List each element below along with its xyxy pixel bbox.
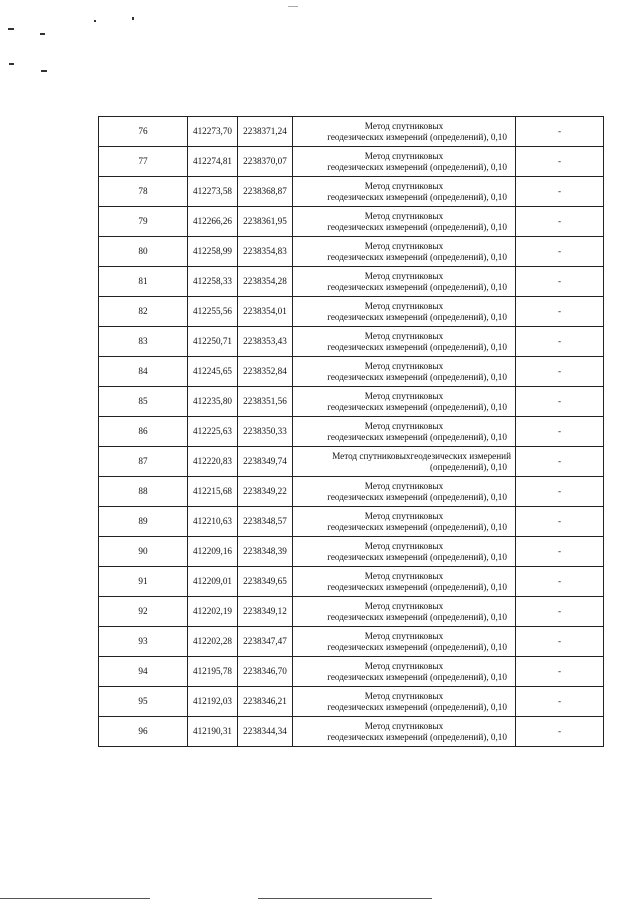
method-line-1: Метод спутниковых [364,360,444,371]
scan-speck [9,63,14,65]
method-cell [293,567,516,597]
point-number: 83 [99,327,188,357]
point-number: 87 [99,447,188,477]
coordinate-y: 2238368,87 [238,177,293,207]
page-bottom-line [0,898,150,899]
error-value: - [516,627,604,657]
method-cell [293,417,516,447]
method-cell [293,327,516,357]
error-value: - [516,147,604,177]
coordinate-x: 412258,99 [188,237,238,267]
method-line-1: Метод спутниковых [364,120,444,131]
coordinate-y: 2238351,56 [238,387,293,417]
table-row [99,147,604,177]
point-number: 76 [99,117,188,147]
coordinate-x: 412215,68 [188,477,238,507]
method-line-1: Метод спутниковых [364,330,444,341]
method-line-1: Метод спутниковых [364,720,444,731]
coordinate-x: 412273,58 [188,177,238,207]
point-number: 81 [99,267,188,297]
coordinate-x: 412209,16 [188,537,238,567]
method-line-1: Метод спутниковых [364,390,444,401]
point-number: 95 [99,687,188,717]
table-row [99,417,604,447]
point-number: 77 [99,147,188,177]
method-line-2: геодезических измерений (определений), 0,10 [327,641,507,652]
table-row [99,117,604,147]
method-line-2: геодезических измерений (определений), 0,10 [327,281,507,292]
scan-speck [40,33,45,35]
error-value: - [516,657,604,687]
method-line-2: геодезических измерений (определений), 0,10 [327,551,507,562]
coordinate-y: 2238348,57 [238,507,293,537]
point-number: 90 [99,537,188,567]
point-number: 94 [99,657,188,687]
method-line-2: геодезических измерений (определений), 0,10 [327,161,507,172]
coordinate-y: 2238347,47 [238,627,293,657]
error-value: - [516,117,604,147]
coordinate-x: 412202,19 [188,597,238,627]
point-number: 85 [99,387,188,417]
table-row [99,237,604,267]
table-row [99,597,604,627]
coordinate-x: 412190,31 [188,717,238,747]
method-line-1: Метод спутниковых [364,570,444,581]
coordinate-y: 2238361,95 [238,207,293,237]
method-line-2: геодезических измерений (определений), 0,10 [327,131,507,142]
error-value: - [516,267,604,297]
error-value: - [516,297,604,327]
method-cell [293,657,516,687]
method-line-2: геодезических измерений (определений), 0,10 [327,371,507,382]
table-row [99,297,604,327]
method-line-1: Метод спутниковых [364,150,444,161]
point-number: 79 [99,207,188,237]
method-line-2: геодезических измерений (определений), 0,10 [327,731,507,742]
error-value: - [516,177,604,207]
coordinate-x: 412235,80 [188,387,238,417]
table-row [99,177,604,207]
method-line-2: геодезических измерений (определений), 0,10 [327,341,507,352]
method-line-1: Метод спутниковых [364,600,444,611]
coordinate-x: 412220,83 [188,447,238,477]
scan-speck [41,70,47,72]
scan-speck [94,20,96,22]
method-line-1: Метод спутниковых [364,480,444,491]
coordinate-x: 412210,63 [188,507,238,537]
method-line-1: Метод спутниковых [364,660,444,671]
method-line-2: (определений), 0,10 [429,461,507,472]
table-row [99,387,604,417]
page-bottom-line [258,898,432,899]
coordinate-x: 412273,70 [188,117,238,147]
point-number: 78 [99,177,188,207]
method-line-1: Метод спутниковых [364,300,444,311]
table-row [99,357,604,387]
table-row [99,567,604,597]
method-cell [293,147,516,177]
error-value: - [516,537,604,567]
error-value: - [516,477,604,507]
method-cell [293,117,516,147]
coordinate-x: 412225,63 [188,417,238,447]
table-row [99,477,604,507]
coordinate-y: 2238371,24 [238,117,293,147]
method-cell [293,267,516,297]
table-row [99,267,604,297]
table-row [99,207,604,237]
method-line-2: геодезических измерений (определений), 0,10 [327,401,507,412]
method-cell [293,627,516,657]
coordinate-y: 2238349,22 [238,477,293,507]
error-value: - [516,357,604,387]
coordinate-x: 412266,26 [188,207,238,237]
scan-speck [132,17,134,20]
method-line-2: геодезических измерений (определений), 0,10 [327,581,507,592]
method-cell [293,297,516,327]
method-line-1: Метод спутниковых [364,180,444,191]
method-cell [293,387,516,417]
table-row [99,687,604,717]
error-value: - [516,447,604,477]
coordinate-x: 412209,01 [188,567,238,597]
method-cell [293,687,516,717]
coordinates-table [98,116,604,747]
coordinate-x: 412195,78 [188,657,238,687]
table-row [99,717,604,747]
error-value: - [516,327,604,357]
method-line-1: Метод спутниковых [364,210,444,221]
coordinate-y: 2238349,65 [238,567,293,597]
method-cell [293,447,516,477]
coordinate-y: 2238370,07 [238,147,293,177]
method-line-2: геодезических измерений (определений), 0,10 [327,671,507,682]
point-number: 91 [99,567,188,597]
coordinate-y: 2238346,70 [238,657,293,687]
point-number: 82 [99,297,188,327]
method-cell [293,237,516,267]
coordinate-y: 2238348,39 [238,537,293,567]
table-row [99,447,604,477]
method-cell [293,507,516,537]
coordinate-x: 412192,03 [188,687,238,717]
point-number: 86 [99,417,188,447]
coordinate-y: 2238350,33 [238,417,293,447]
method-cell [293,717,516,747]
method-line-2: геодезических измерений (определений), 0,10 [327,701,507,712]
method-line-1: Метод спутниковых [364,270,444,281]
coordinate-x: 412202,28 [188,627,238,657]
table-row [99,657,604,687]
coordinate-x: 412274,81 [188,147,238,177]
error-value: - [516,237,604,267]
coordinate-x: 412258,33 [188,267,238,297]
coordinate-y: 2238344,34 [238,717,293,747]
method-line-2: геодезических измерений (определений), 0,10 [327,431,507,442]
method-line-1: Метод спутниковых [364,540,444,551]
coordinate-y: 2238354,28 [238,267,293,297]
method-cell [293,177,516,207]
method-line-1: Метод спутниковых [364,420,444,431]
error-value: - [516,207,604,237]
point-number: 89 [99,507,188,537]
method-cell [293,537,516,567]
method-line-2: геодезических измерений (определений), 0,10 [327,611,507,622]
coordinate-x: 412255,56 [188,297,238,327]
error-value: - [516,567,604,597]
scan-speck [8,28,14,30]
point-number: 92 [99,597,188,627]
coordinate-x: 412245,65 [188,357,238,387]
error-value: - [516,507,604,537]
scan-speck [288,6,298,7]
method-line-1: Метод спутниковых [364,510,444,521]
method-cell [293,357,516,387]
table-row [99,327,604,357]
error-value: - [516,597,604,627]
error-value: - [516,417,604,447]
method-line-2: геодезических измерений (определений), 0,10 [327,491,507,502]
error-value: - [516,717,604,747]
coordinate-y: 2238354,01 [238,297,293,327]
coordinate-x: 412250,71 [188,327,238,357]
point-number: 96 [99,717,188,747]
point-number: 88 [99,477,188,507]
error-value: - [516,687,604,717]
method-cell [293,207,516,237]
method-line-2: геодезических измерений (определений), 0,10 [327,221,507,232]
method-line-1: Метод спутниковых [364,240,444,251]
method-line-2: геодезических измерений (определений), 0,10 [327,311,507,322]
point-number: 84 [99,357,188,387]
point-number: 93 [99,627,188,657]
method-line-2: геодезических измерений (определений), 0,10 [327,191,507,202]
table-row [99,537,604,567]
coordinate-y: 2238349,74 [238,447,293,477]
method-cell [293,477,516,507]
method-line-1: Метод спутниковыхгеодезических измерений [332,450,511,461]
coordinate-y: 2238349,12 [238,597,293,627]
table-row [99,507,604,537]
coordinate-y: 2238353,43 [238,327,293,357]
coordinate-y: 2238352,84 [238,357,293,387]
table-row [99,627,604,657]
method-line-2: геодезических измерений (определений), 0,10 [327,521,507,532]
coordinate-y: 2238346,21 [238,687,293,717]
error-value: - [516,387,604,417]
method-line-1: Метод спутниковых [364,690,444,701]
point-number: 80 [99,237,188,267]
method-cell [293,597,516,627]
method-line-1: Метод спутниковых [364,630,444,641]
method-line-2: геодезических измерений (определений), 0,10 [327,251,507,262]
coordinate-y: 2238354,83 [238,237,293,267]
